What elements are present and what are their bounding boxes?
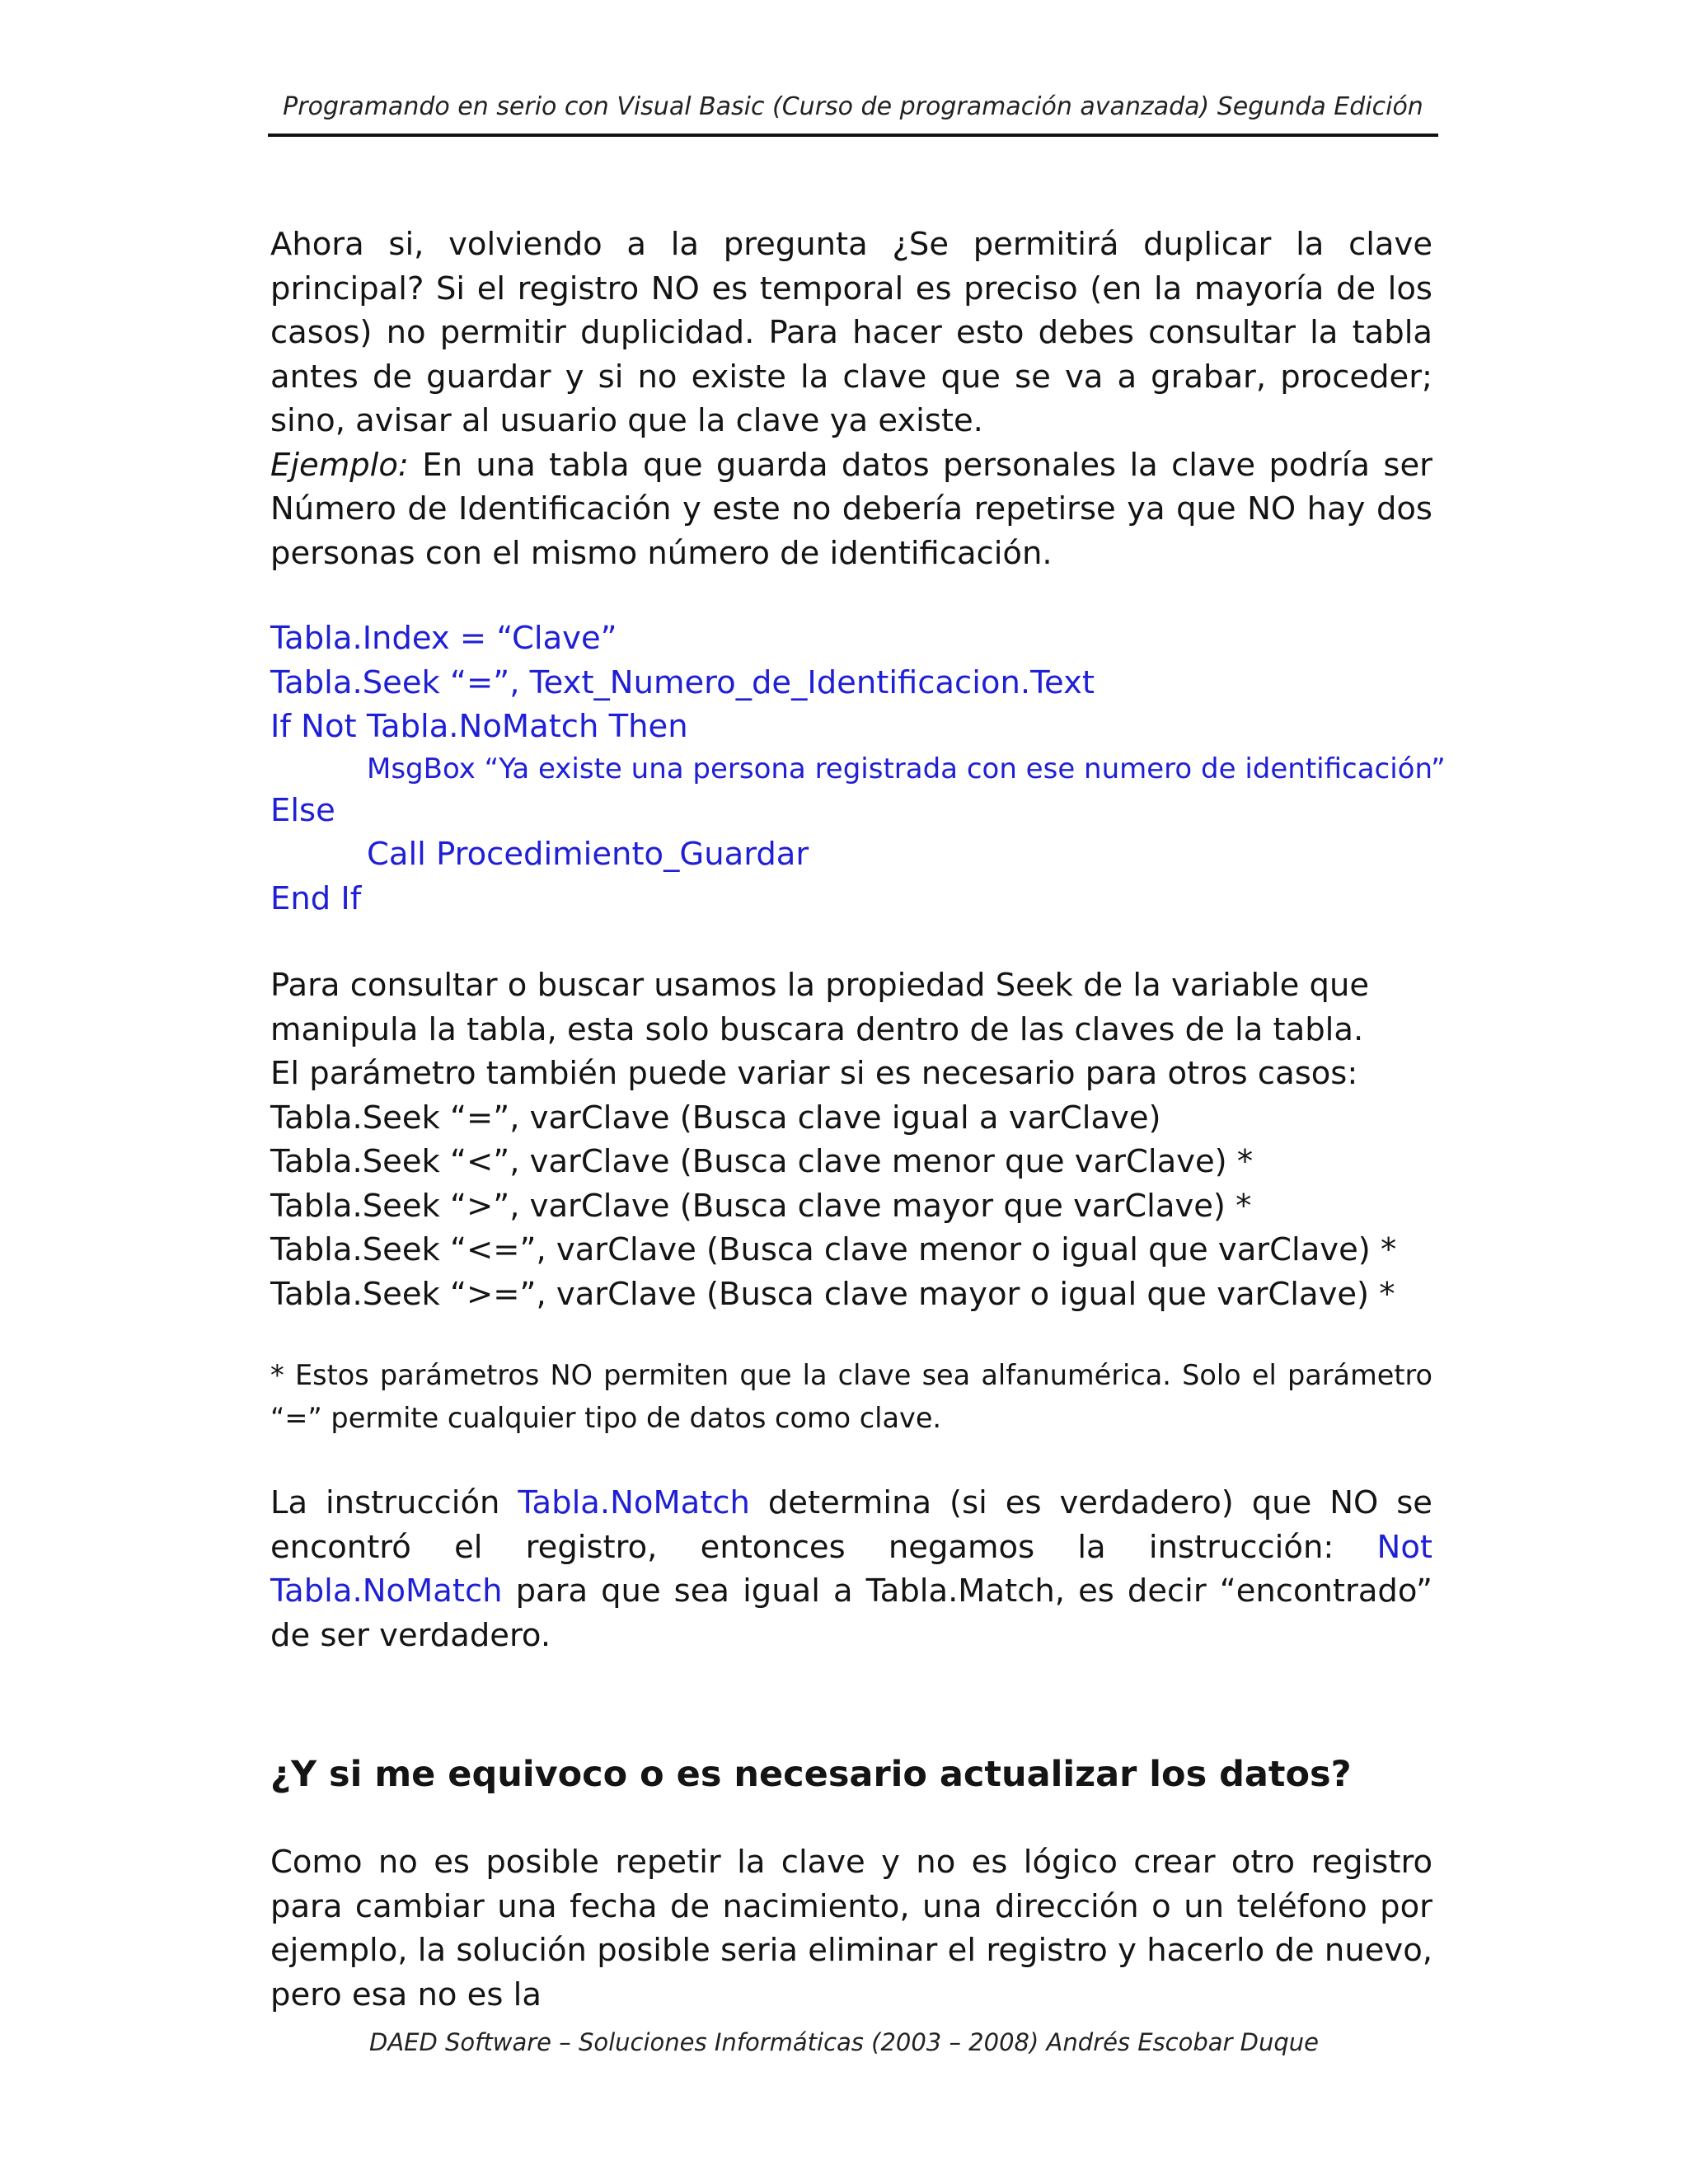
seek-example: Tabla.Seek “>”, varClave (Busca clave mayor que varClave) *: [270, 1187, 1252, 1225]
page-footer: DAED Software – Soluciones Informáticas (2003 – 2008) Andrés Escobar Duque: [368, 2028, 1320, 2056]
seek-explanation: [270, 963, 1432, 1096]
intro-paragraph: [270, 223, 1432, 575]
seek-text: Para consultar o buscar usamos la propiedad Seek de la variable que manipula la tabla, esta solo buscara dentro de las claves de la tabla.: [270, 967, 1370, 1048]
nomatch-text: La instrucción: [270, 1484, 518, 1521]
page-header: [268, 0, 1438, 137]
seek-example: Tabla.Seek “=”, varClave (Busca clave igual a varClave): [270, 1099, 1161, 1137]
code-line: Else: [270, 791, 335, 829]
footnote: * Estos parámetros NO permiten que la clave sea alfanumérica. Solo el parámetro “=” permite cualquier tipo de datos como clave.: [270, 1359, 1432, 1434]
nomatch-text: determina (si es verdadero) que NO se encontró el registro, entonces negamos la instrucción:: [270, 1484, 1432, 1566]
inline-code: Tabla.NoMatch: [518, 1484, 750, 1521]
header-title: Programando en serio con Visual Basic (Curso de programación avanzada) Segunda Edición: [283, 92, 1423, 121]
code-line: Call Procedimiento_Guardar: [367, 836, 809, 873]
seek-text: El parámetro también puede variar si es necesario para otros casos:: [270, 1055, 1358, 1092]
page-content: [270, 223, 1446, 2017]
section-heading: ¿Y si me equivoco o es necesario actualizar los datos?: [270, 1754, 1352, 1795]
code-line: End If: [270, 879, 362, 917]
code-line: If Not Tabla.NoMatch Then: [270, 708, 688, 745]
example-text: En una tabla que guarda datos personales la clave podría ser Número de Identificación y este no debería repetirse ya que NO hay dos personas con el mismo número de identificación.: [270, 446, 1432, 572]
seek-example: Tabla.Seek “<=”, varClave (Busca clave menor o igual que varClave) *: [270, 1231, 1397, 1268]
seek-example: Tabla.Seek “>=”, varClave (Busca clave mayor o igual que varClave) *: [270, 1275, 1395, 1313]
section-body: Como no es posible repetir la clave y no es lógico crear otro registro para cambiar una fecha de nacimiento, una dirección o un teléfono por ejemplo, la solución posible seria eliminar el registro y hacerlo de nuevo, pero esa no es la: [270, 1844, 1432, 2013]
intro-text: Ahora si, volviendo a la pregunta ¿Se permitirá duplicar la clave principal? Si el registro NO es temporal es preciso (en la mayoría de los casos) no permitir duplicidad. Para hacer esto debes consultar la tabla antes de guardar y si no existe la clave que se va a grabar, proceder; sino, avisar al usuario que la clave ya existe.: [270, 226, 1432, 439]
inline-code: Not Tabla.NoMatch: [270, 1528, 1432, 1610]
code-line: Tabla.Index = “Clave”: [270, 620, 617, 657]
nomatch-paragraph: [270, 1481, 1432, 1657]
example-label: Ejemplo:: [270, 446, 409, 484]
code-line: Tabla.Seek “=”, Text_Numero_de_Identificacion.Text: [270, 663, 1095, 701]
code-block: [270, 616, 1446, 921]
nomatch-text: para que sea igual a Tabla.Match, es decir “encontrado” de ser verdadero.: [270, 1572, 1432, 1654]
code-line-msgbox: MsgBox “Ya existe una persona registrada con ese numero de identificación”: [367, 752, 1446, 785]
seek-example: Tabla.Seek “<”, varClave (Busca clave menor que varClave) *: [270, 1143, 1254, 1180]
seek-examples-list: [270, 1096, 1432, 1317]
